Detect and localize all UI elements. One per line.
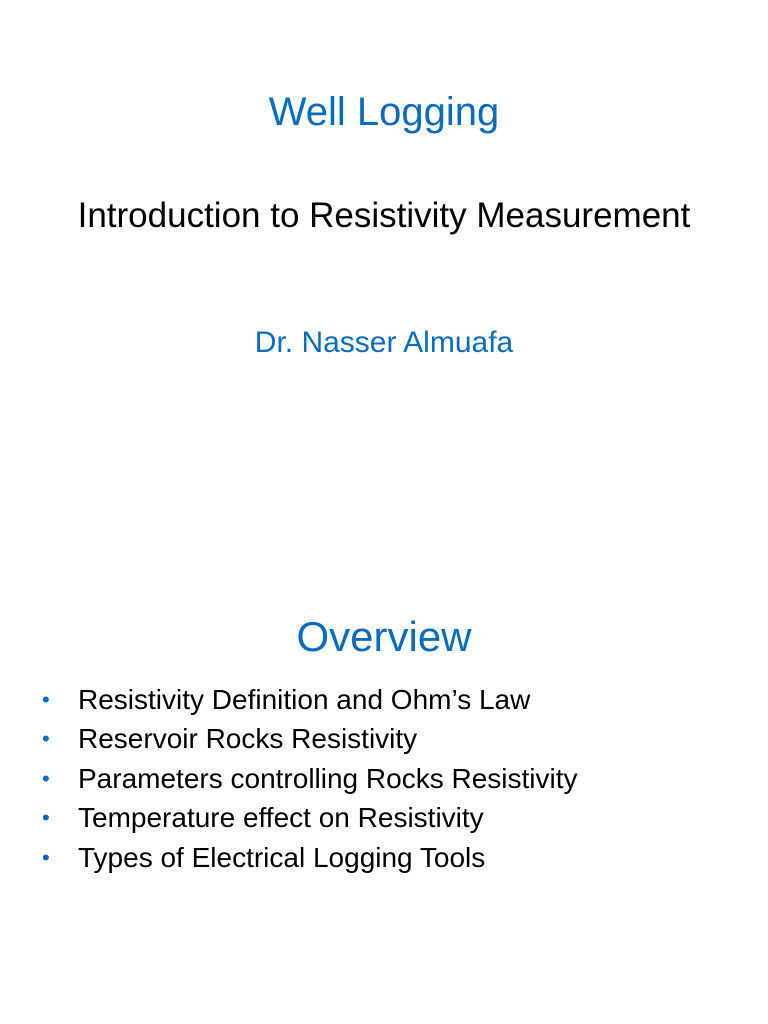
bullet-icon: • bbox=[42, 765, 50, 791]
overview-title: Overview bbox=[296, 613, 472, 660]
bullet-icon: • bbox=[42, 844, 50, 870]
bullet-text: Temperature effect on Resistivity bbox=[78, 802, 484, 834]
overview-slide bbox=[0, 512, 768, 1024]
slide-subtitle: Introduction to Resistivity Measurement bbox=[77, 196, 691, 235]
bullet-item bbox=[40, 680, 578, 720]
bullet-item bbox=[40, 720, 578, 760]
bullet-item bbox=[40, 838, 578, 878]
bullet-icon: • bbox=[42, 726, 50, 752]
bullet-text: Types of Electrical Logging Tools bbox=[78, 841, 486, 873]
bullet-text: Reservoir Rocks Resistivity bbox=[78, 723, 418, 755]
bullet-text: Resistivity Definition and Ohm’s Law bbox=[78, 683, 531, 715]
bullet-text: Parameters controlling Rocks Resistivity bbox=[78, 762, 578, 794]
author-name: Dr. Nasser Almuafa bbox=[254, 326, 514, 359]
bullet-item bbox=[40, 759, 578, 799]
overview-bullet-list bbox=[40, 680, 578, 878]
bullet-icon: • bbox=[42, 686, 50, 712]
slide-title: Well Logging bbox=[268, 90, 500, 134]
bullet-icon: • bbox=[42, 805, 50, 831]
bullet-item bbox=[40, 799, 578, 839]
